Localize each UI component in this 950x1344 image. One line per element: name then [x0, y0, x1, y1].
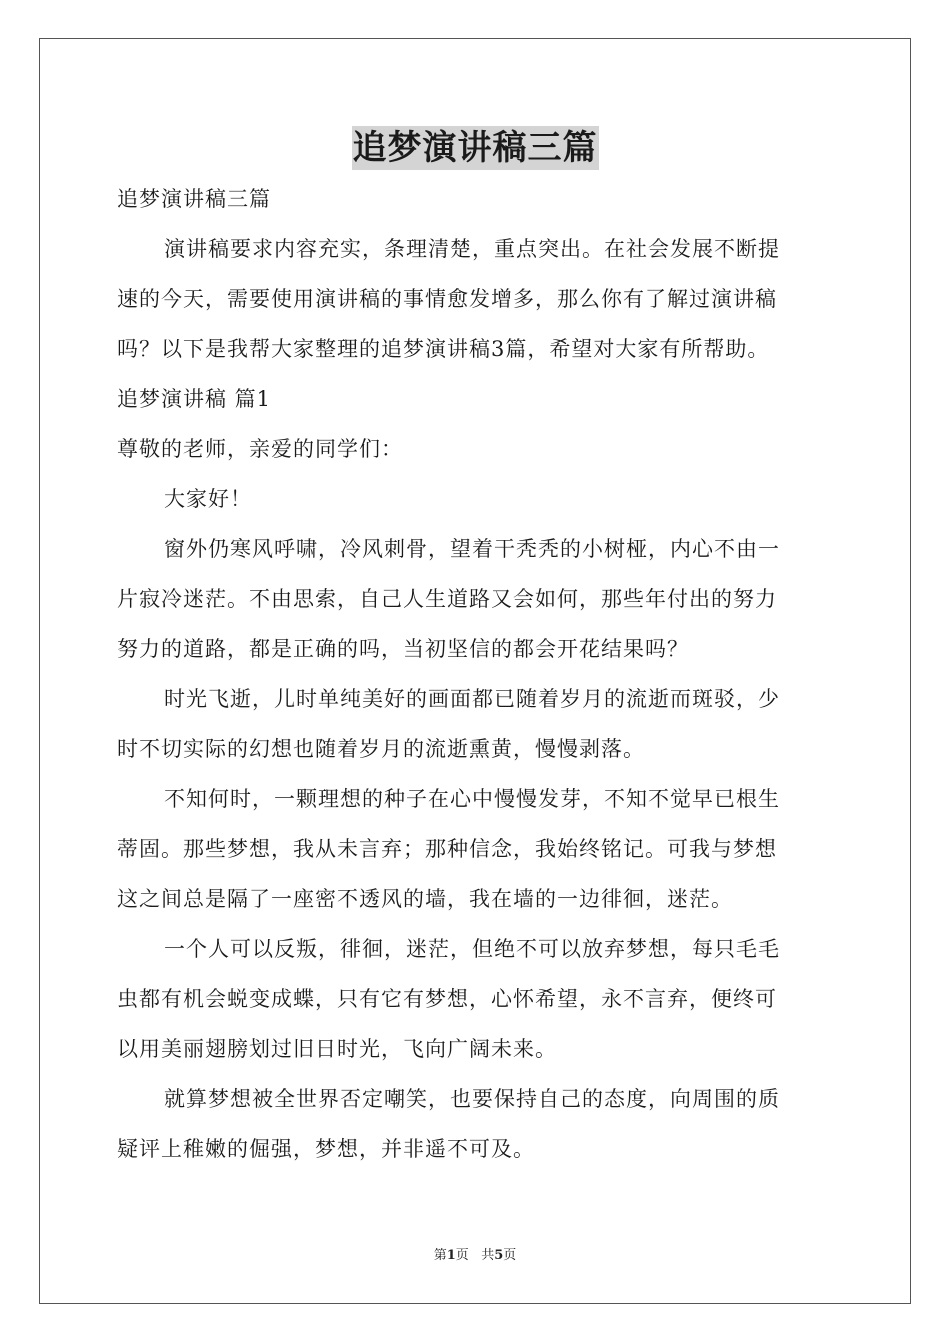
- paragraph-line: 吗？以下是我帮大家整理的追梦演讲稿3篇，希望对大家有所帮助。: [117, 337, 770, 361]
- paragraph-line: 片寂冷迷茫。不由思索，自己人生道路又会如何，那些年付出的努力: [117, 587, 777, 611]
- document-title: [0, 126, 950, 170]
- paragraph-line: 努力的道路，都是正确的吗，当初坚信的都会开花结果吗？: [117, 637, 689, 661]
- paragraph-line: 演讲稿要求内容充实，条理清楚，重点突出。在社会发展不断提: [164, 237, 780, 261]
- page-total-number: 5: [494, 1248, 504, 1263]
- paragraph-line: 就算梦想被全世界否定嘲笑，也要保持自己的态度，向周围的质: [164, 1087, 780, 1111]
- paragraph-line: 窗外仍寒风呼啸，冷风刺骨，望着干秃秃的小树桠，内心不由一: [164, 537, 780, 561]
- page-footer: [0, 1247, 950, 1265]
- paragraph-line: 蒂固。那些梦想，我从未言弃；那种信念，我始终铭记。可我与梦想: [117, 837, 777, 861]
- paragraph-line: 速的今天，需要使用演讲稿的事情愈发增多，那么你有了解过演讲稿: [117, 287, 777, 311]
- paragraph-line: 疑评上稚嫩的倔强，梦想，并非遥不可及。: [117, 1137, 535, 1161]
- page-mid: 页 共: [455, 1248, 495, 1263]
- page-suffix: 页: [503, 1248, 517, 1263]
- salutation-line: 尊敬的老师，亲爱的同学们：: [117, 437, 403, 461]
- paragraph-line: 一个人可以反叛，徘徊，迷茫，但绝不可以放弃梦想，每只毛毛: [164, 937, 780, 961]
- paragraph-line: 时不切实际的幻想也随着岁月的流逝熏黄，慢慢剥落。: [117, 737, 645, 761]
- subtitle-line: 追梦演讲稿三篇: [117, 187, 271, 211]
- page-current-number: 1: [446, 1248, 456, 1263]
- paragraph-line: 这之间总是隔了一座密不透风的墙，我在墙的一边徘徊，迷茫。: [117, 887, 733, 911]
- page-prefix: 第: [433, 1248, 447, 1263]
- document-title-text: 追梦演讲稿三篇: [352, 128, 598, 168]
- section-heading: 追梦演讲稿 篇1: [117, 387, 272, 411]
- paragraph-line: 时光飞逝，儿时单纯美好的画面都已随着岁月的流逝而斑驳，少: [164, 687, 780, 711]
- page-border: [39, 38, 911, 1304]
- greeting-line: 大家好！: [164, 487, 252, 511]
- paragraph-line: 不知何时，一颗理想的种子在心中慢慢发芽，不知不觉早已根生: [164, 787, 780, 811]
- paragraph-line: 虫都有机会蜕变成蝶，只有它有梦想，心怀希望，永不言弃，便终可: [117, 987, 777, 1011]
- paragraph-line: 以用美丽翅膀划过旧日时光，飞向广阔未来。: [117, 1037, 557, 1061]
